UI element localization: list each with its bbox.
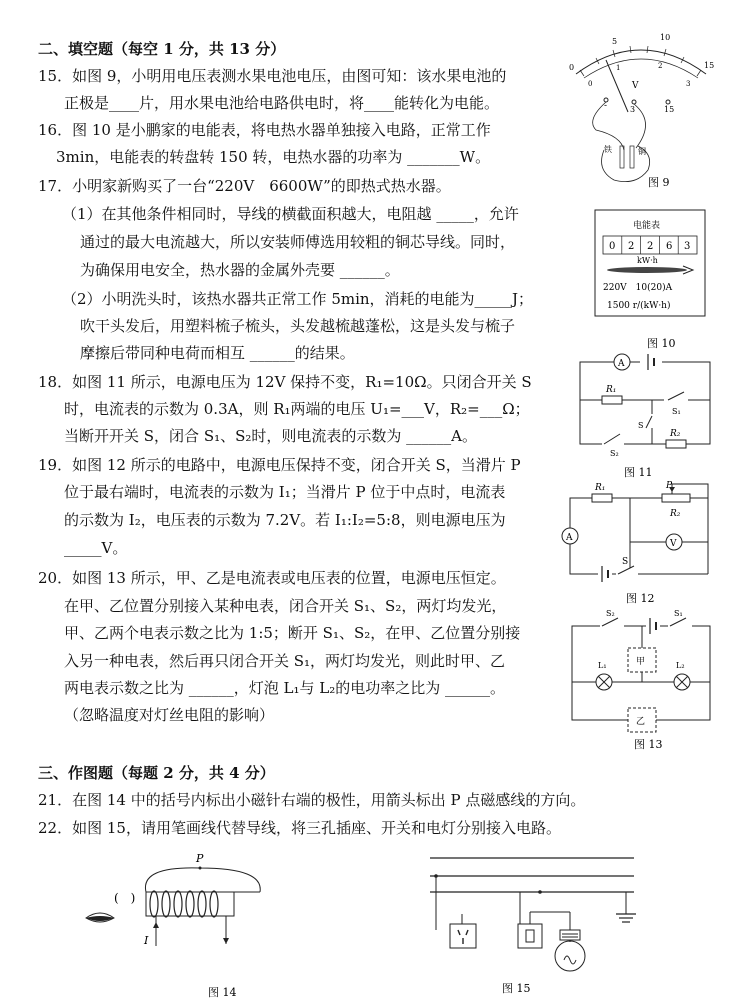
section2-title: 二、填空题（每空 1 分，共 13 分） <box>38 40 286 58</box>
q16-line1: 16．图 10 是小鹏家的电能表，将电热水器单独接入电路，正常工作 <box>38 121 491 139</box>
fig9-unit: V <box>632 81 639 91</box>
fig9-scale-0: 0 <box>569 63 575 72</box>
fig9-inner-2: 2 <box>658 62 663 70</box>
fig11-s: S <box>638 421 644 430</box>
fig9-inner-1: 1 <box>616 64 621 72</box>
q20-line6: （忽略温度对灯丝电阻的影响） <box>64 706 275 724</box>
fig11-s1: S₁ <box>672 407 681 416</box>
q17-line2: （1）在其他条件相同时，导线的横截面积越大，电阻越 _____，允许 <box>62 205 519 223</box>
q20-line5: 两电表示数之比为 ______，灯泡 L₁与 L₂的电功率之比为 ______。 <box>64 679 506 697</box>
fig11-r2: R₂ <box>670 429 681 439</box>
fig12-r1: R₁ <box>595 483 606 493</box>
fig11-r1: R₁ <box>606 385 617 395</box>
q19-line1: 19．如图 12 所示的电路中，电源电压保持不变，闭合开关 S，当滑片 P <box>38 456 521 474</box>
fig12-s: S <box>622 557 629 567</box>
fig9-inner-3: 3 <box>686 80 691 88</box>
q17-line1: 17．小明家新购买了一台“220V 6600W”的即热式热水器。 <box>38 177 451 195</box>
fig10-digit-4: 6 <box>666 241 673 252</box>
fig10-digit-5: 3 <box>684 241 691 252</box>
fig12-r2: R₂ <box>670 509 681 519</box>
q15-line2: 正极是____片，用水果电池给电路供电时，将____能转化为电能。 <box>64 94 500 112</box>
figure-10-energy-meter <box>595 210 707 360</box>
fig10-digit-2: 2 <box>628 241 635 252</box>
figure-9-voltmeter <box>566 30 716 200</box>
fig12-ammeter: A <box>566 533 573 543</box>
fig12-p: P <box>666 481 673 491</box>
q17-line4: 为确保用电安全，热水器的金属外壳要 ______。 <box>80 261 400 279</box>
q19-line2: 位于最右端时，电流表的示数为 I₁；当滑片 P 位于中点时，电流表 <box>64 483 506 501</box>
fig9-term-15: 15 <box>664 105 675 114</box>
fig13-s2: S₂ <box>606 609 615 618</box>
fig9-scale-10: 10 <box>660 33 671 42</box>
q20-line3: 甲、乙两个电表示数之比为 1:5；断开 S₁、S₂，在甲、乙位置分别接 <box>64 624 521 642</box>
fig14-bracket: ( ) <box>114 891 136 905</box>
fig9-caption: 图 9 <box>648 176 670 189</box>
figure-13-circuit <box>566 608 716 752</box>
q19-line4: _____V。 <box>64 539 128 557</box>
figure-15-home-wiring <box>420 852 660 1000</box>
fig10-title: 电能表 <box>633 221 661 231</box>
q20-line1: 20．如图 13 所示，甲、乙是电流表或电压表的位置，电源电压恒定。 <box>38 569 506 587</box>
fig9-term-3: 3 <box>630 105 636 114</box>
fig14-current: I <box>144 934 149 947</box>
fig9-scale-5: 5 <box>612 37 618 46</box>
fig10-rating: 220V 10(20)A <box>603 283 673 293</box>
figure-11-circuit <box>576 348 716 480</box>
fig10-digit-1: 0 <box>609 241 616 252</box>
fig12-caption: 图 12 <box>626 592 655 605</box>
fig14-p-label: P <box>196 852 204 865</box>
fig11-s2: S₂ <box>610 449 619 458</box>
fig11-caption: 图 11 <box>624 466 653 479</box>
fig9-inner-0: 0 <box>588 80 593 88</box>
q18-line2: 时，电流表的示数为 0.3A，则 R₁两端的电压 U₁=___V，R₂=___Ω； <box>64 400 530 418</box>
fig9-label-copper: 铜 <box>638 147 646 156</box>
fig9-scale-15: 15 <box>704 61 715 70</box>
fig13-l1: L₁ <box>598 661 607 670</box>
q20-line4: 入另一种电表，然后再只闭合开关 S₁，两灯均发光，则此时甲、乙 <box>64 652 506 670</box>
figure-14-solenoid <box>80 846 280 1002</box>
q20-line2: 在甲、乙位置分别接入某种电表，闭合开关 S₁、S₂，两灯均发光， <box>64 597 507 615</box>
figure-12-circuit <box>562 478 714 606</box>
fig13-yi: 乙 <box>636 717 646 727</box>
q21-text: 21．在图 14 中的括号内标出小磁针右端的极性，用箭头标出 P 点磁感线的方向。 <box>38 791 586 809</box>
q18-line3: 当断开开关 S，闭合 S₁、S₂时，则电流表的示数为 ______A。 <box>64 427 477 445</box>
q19-line3: 的示数为 I₂，电压表的示数为 7.2V。若 I₁:I₂=5:8，则电源电压为 <box>64 511 506 529</box>
section3-title: 三、作图题（每题 2 分，共 4 分） <box>38 764 275 782</box>
fig10-caption: 图 10 <box>647 337 676 350</box>
q17-line5: （2）小明洗头时，该热水器共正常工作 5min，消耗的电能为_____J； <box>62 290 534 308</box>
q17-line3: 通过的最大电流越大，所以安装师傅选用较粗的铜芯导线。同时， <box>80 233 516 251</box>
fig10-digit-3: 2 <box>647 241 654 252</box>
fig13-caption: 图 13 <box>634 738 663 751</box>
q17-line7: 摩擦后带同种电荷而相互 ______的结果。 <box>80 344 355 362</box>
q18-line1: 18．如图 11 所示，电源电压为 12V 保持不变，R₁=10Ω。只闭合开关 S <box>38 373 532 391</box>
fig12-voltmeter: V <box>670 539 677 549</box>
fig15-caption: 图 15 <box>502 982 531 995</box>
fig10-constant: 1500 r/(kW·h) <box>607 301 671 311</box>
fig11-ammeter: A <box>618 359 625 369</box>
q22-text: 22．如图 15，请用笔画线代替导线，将三孔插座、开关和电灯分别接入电路。 <box>38 819 561 837</box>
fig13-l2: L₂ <box>676 661 685 670</box>
fig10-unit: kW·h <box>637 256 658 265</box>
fig14-caption: 图 14 <box>208 986 237 999</box>
fig13-jia: 甲 <box>636 657 646 667</box>
q16-line2: 3min，电能表的转盘转 150 转，电热水器的功率为 _______W。 <box>56 148 491 166</box>
fig13-s1: S₁ <box>674 609 683 618</box>
fig9-label-iron: 铁 <box>604 145 612 154</box>
q17-line6: 吹干头发后，用塑料梳子梳头，头发越梳越蓬松，这是头发与梳子 <box>80 317 516 335</box>
q15-line1: 15．如图 9，小明用电压表测水果电池电压，由图可知：该水果电池的 <box>38 67 507 85</box>
fig9-term-neg: - <box>604 101 608 111</box>
